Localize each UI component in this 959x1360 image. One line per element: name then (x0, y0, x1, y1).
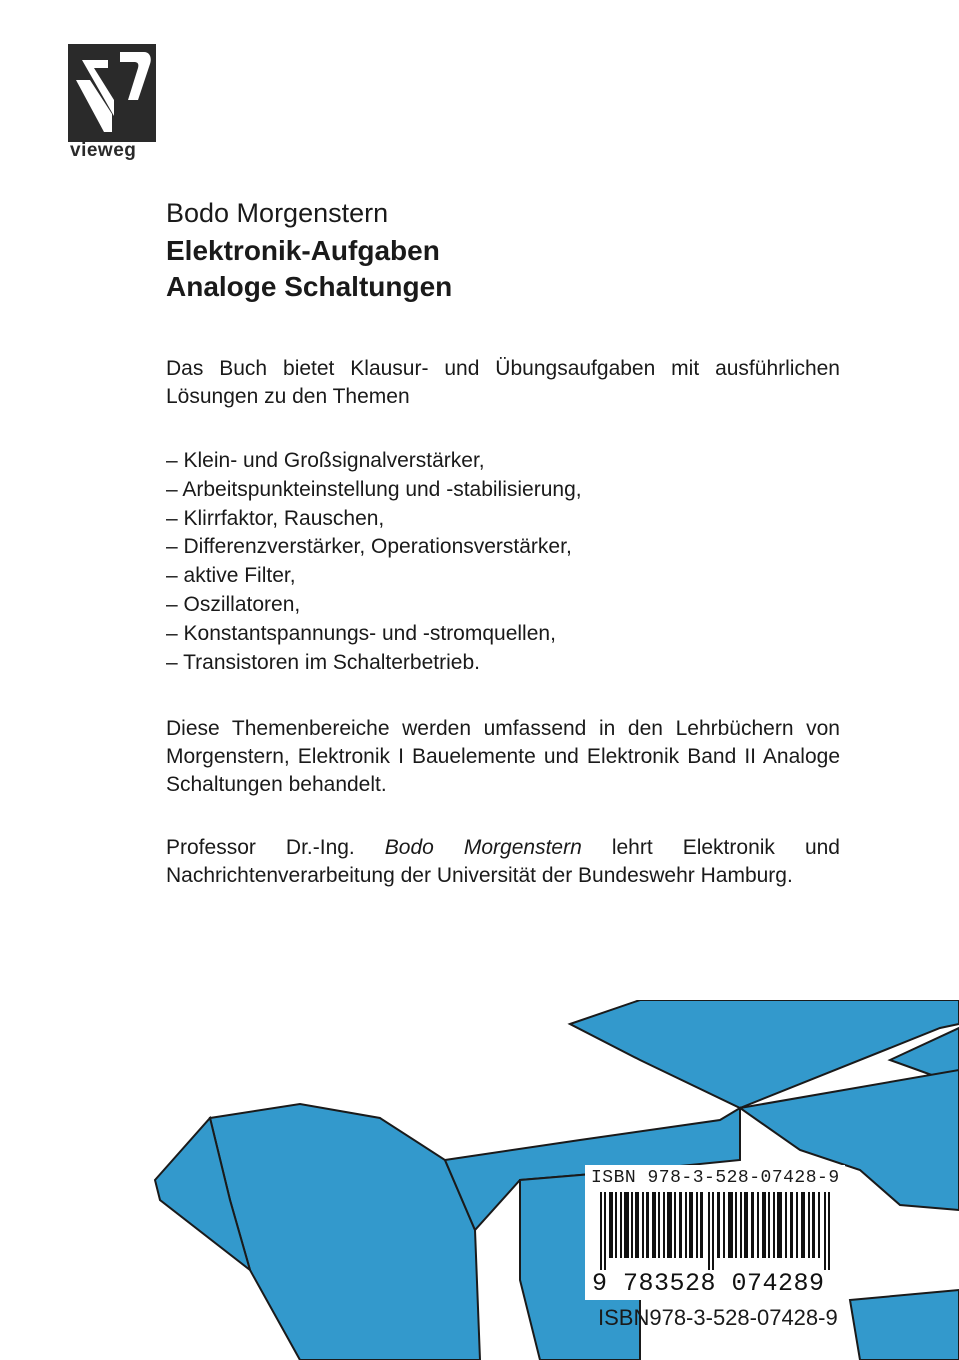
coverage-paragraph: Diese Themenbereiche werden umfassend in den Lehrbüchern von Morgenstern, Elektronik I Bauelemente und Elektronik Band II Analoge Schaltungen behandelt. (166, 717, 840, 797)
intro-paragraph: Das Buch bietet Klausur- und Übungsaufgaben mit ausführlichen Lösungen zu den Themen (166, 357, 840, 408)
topic-item: – Klirrfaktor, Rauschen, (166, 506, 385, 530)
back-cover-text (166, 195, 840, 890)
bio-prefix: Professor Dr.-Ing. (166, 836, 385, 860)
publisher-logo (68, 44, 160, 164)
author-bio-paragraph (166, 834, 840, 890)
topic-item: – Arbeitspunkteinstellung und -stabilisierung, (166, 477, 582, 501)
book-title-line-1: Elektronik-Aufgaben (166, 235, 440, 266)
blue-band-shape (850, 1290, 959, 1360)
topic-item: – Oszillatoren, (166, 592, 301, 616)
barcode-icon (600, 1192, 835, 1270)
bio-author-name: Bodo Morgenstern (384, 836, 582, 860)
author-name: Bodo Morgenstern (166, 198, 389, 228)
blue-band-shape (210, 1104, 480, 1360)
bio-suffix: lehrt Elektronik und Nachrichtenverarbeitung der Universität der Bundeswehr Hamburg. (166, 836, 840, 888)
topic-item: – Klein- und Großsignalverstärker, (166, 449, 485, 472)
book-title-line-2: Analoge Schaltungen (166, 271, 453, 302)
isbn-label-top: ISBN 978-3-528-07428-9 (591, 1168, 840, 1188)
isbn-label-bottom: ISBN978-3-528-07428-9 (598, 1305, 838, 1330)
barcode-digits: 9 783528 074289 (592, 1269, 825, 1298)
topic-item: – Differenzverstärker, Operationsverstärker, (166, 535, 572, 559)
topic-item: – aktive Filter, (166, 564, 296, 588)
topics-list (166, 447, 840, 677)
topic-item: – Konstantspannungs- und -stromquellen, (166, 621, 556, 645)
topic-item: – Transistoren im Schalterbetrieb. (166, 650, 480, 674)
publisher-name: vieweg (70, 140, 137, 161)
vieweg-logo-icon (68, 44, 156, 142)
